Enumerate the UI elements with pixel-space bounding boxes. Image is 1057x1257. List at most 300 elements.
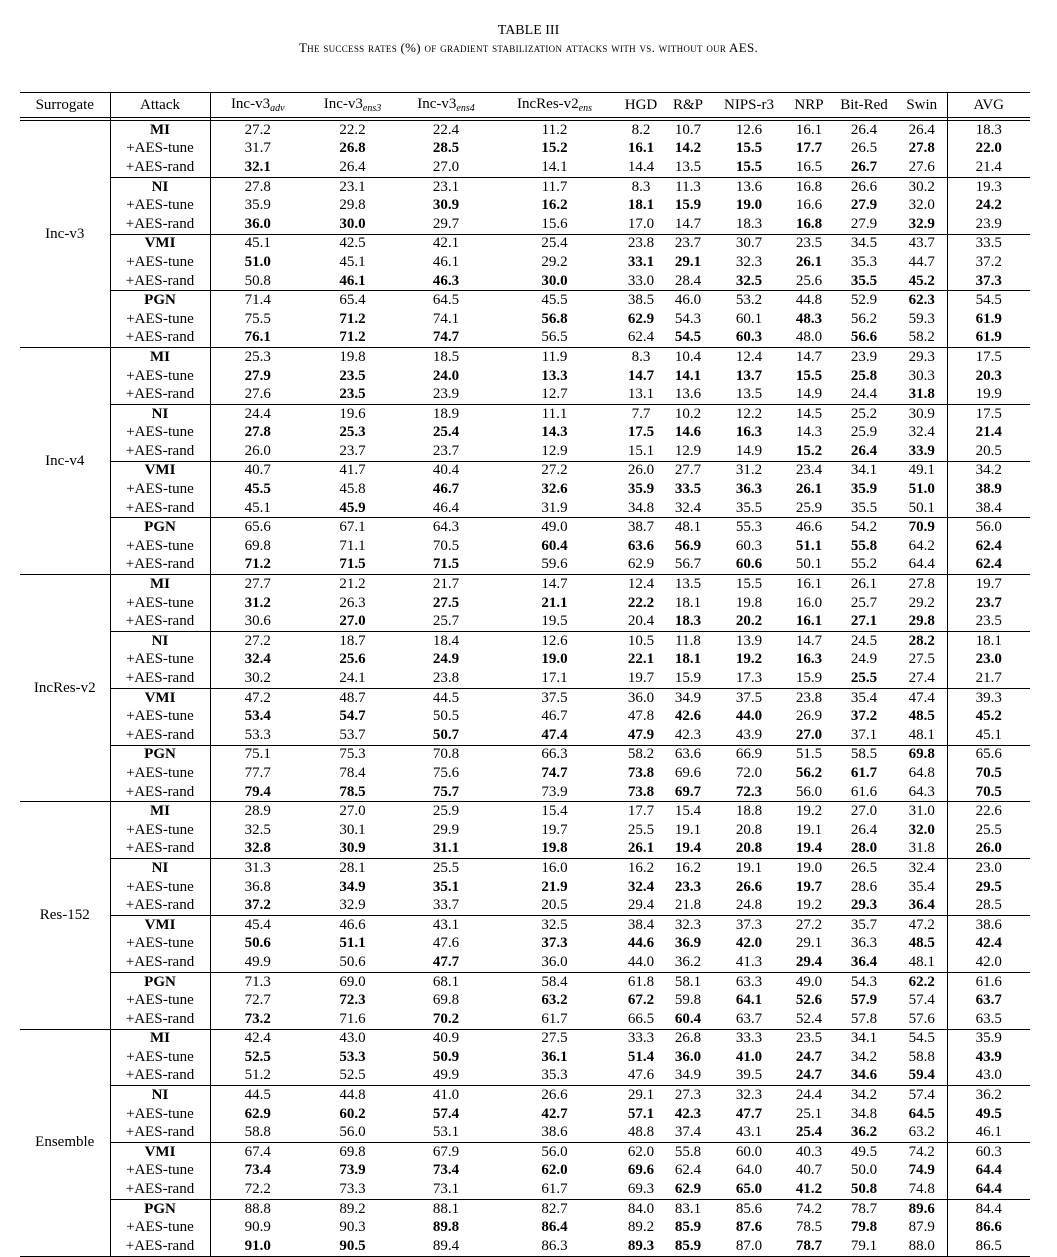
value-cell: 53.4 <box>210 707 305 726</box>
value-cell: 65.4 <box>305 291 400 310</box>
value-cell: 25.3 <box>339 424 366 441</box>
value-cell: 50.6 <box>339 953 366 970</box>
value-cell: 30.9 <box>432 197 460 214</box>
value-cell: 31.3 <box>210 859 305 878</box>
table-row <box>20 424 1030 443</box>
attack-cell: +AES-tune <box>110 140 210 159</box>
value-cell: 62.4 <box>627 329 655 346</box>
value-cell: 20.5 <box>947 442 1030 461</box>
column-header-label: R&P <box>672 97 703 113</box>
value-cell: 64.2 <box>908 537 935 554</box>
value-cell: 91.0 <box>210 1237 305 1256</box>
value-cell: 41.3 <box>735 953 763 970</box>
value-cell: 62.9 <box>627 310 655 327</box>
value-cell: 15.5 <box>735 158 763 175</box>
value-cell: 22.4 <box>432 121 460 138</box>
value-cell: 65.6 <box>210 518 305 537</box>
value-cell: 36.0 <box>541 953 568 970</box>
value-cell: 89.4 <box>400 1237 492 1256</box>
value-cell: 60.2 <box>339 1105 366 1122</box>
value-cell: 35.9 <box>627 481 655 498</box>
value-cell: 22.1 <box>627 651 655 668</box>
value-cell: 65.6 <box>947 745 1030 764</box>
value-cell: 44.0 <box>627 953 655 970</box>
value-cell: 21.8 <box>674 897 702 914</box>
column-header-label: NIPS-r3 <box>723 97 774 113</box>
value-cell: 39.3 <box>947 688 1030 707</box>
value-cell: 73.8 <box>627 764 655 781</box>
value-cell: 69.6 <box>674 764 702 781</box>
value-cell: 44.5 <box>210 1086 305 1105</box>
value-cell: 30.0 <box>541 272 568 289</box>
value-cell: 61.7 <box>541 1010 568 1027</box>
value-cell: 15.2 <box>541 140 568 157</box>
attack-cell: +AES-tune <box>110 991 210 1010</box>
value-cell: 38.6 <box>541 1124 568 1141</box>
attack-cell: NI <box>110 177 210 196</box>
value-cell: 18.1 <box>627 197 655 214</box>
value-cell: 61.9 <box>947 329 1030 348</box>
attack-cell: +AES-tune <box>110 935 210 954</box>
value-cell: 54.5 <box>947 291 1030 310</box>
value-cell: 75.6 <box>432 764 460 781</box>
attack-cell: MI <box>110 802 210 821</box>
value-cell: 48.1 <box>908 953 935 970</box>
value-cell: 55.8 <box>665 1143 711 1162</box>
value-cell: 32.4 <box>210 651 305 670</box>
value-cell: 50.5 <box>432 708 460 725</box>
table-row <box>20 404 1030 423</box>
value-cell: 26.1 <box>627 840 655 857</box>
value-cell: 31.9 <box>541 499 568 516</box>
value-cell: 12.4 <box>617 575 665 594</box>
value-cell: 28.2 <box>897 632 947 651</box>
value-cell: 16.2 <box>617 859 665 878</box>
value-cell: 30.6 <box>210 612 305 631</box>
value-cell: 44.8 <box>787 291 831 310</box>
table-row <box>20 1067 1030 1086</box>
value-cell: 47.4 <box>897 688 947 707</box>
value-cell: 58.8 <box>908 1048 935 1065</box>
value-cell: 25.3 <box>210 348 305 367</box>
value-cell: 13.7 <box>735 367 763 384</box>
value-cell: 64.4 <box>947 1180 1030 1199</box>
value-cell: 48.0 <box>795 329 823 346</box>
value-cell: 34.2 <box>831 1086 897 1105</box>
value-cell: 33.3 <box>617 1029 665 1048</box>
value-cell: 41.0 <box>400 1086 492 1105</box>
value-cell: 25.1 <box>795 1105 823 1122</box>
value-cell: 19.7 <box>947 575 1030 594</box>
value-cell: 14.1 <box>674 367 702 384</box>
column-header-subscript: adv <box>270 103 285 114</box>
value-cell: 63.2 <box>541 992 568 1009</box>
table-row <box>20 840 1030 859</box>
value-cell: 26.9 <box>795 708 823 725</box>
value-cell: 74.7 <box>432 329 460 346</box>
value-cell: 19.2 <box>735 651 763 668</box>
attack-cell: VMI <box>110 461 210 480</box>
value-cell: 44.6 <box>627 935 655 952</box>
value-cell: 27.0 <box>432 158 460 175</box>
table-row <box>20 1180 1030 1199</box>
value-cell: 21.9 <box>541 878 568 895</box>
column-header-subscript: ens <box>578 103 592 114</box>
value-cell: 84.4 <box>947 1199 1030 1218</box>
value-cell: 12.9 <box>541 442 568 459</box>
surrogate-cell: Res-152 <box>20 802 110 1029</box>
value-cell: 23.1 <box>400 177 492 196</box>
value-cell: 90.9 <box>210 1218 305 1237</box>
table-row <box>20 896 1030 915</box>
value-cell: 15.9 <box>674 197 702 214</box>
value-cell: 45.2 <box>947 707 1030 726</box>
value-cell: 72.0 <box>735 764 763 781</box>
value-cell: 25.9 <box>400 802 492 821</box>
table-row <box>20 140 1030 159</box>
value-cell: 73.4 <box>432 1162 460 1179</box>
value-cell: 33.3 <box>711 1029 787 1048</box>
value-cell: 29.8 <box>908 613 935 630</box>
value-cell: 74.9 <box>908 1162 935 1179</box>
value-cell: 41.7 <box>305 461 400 480</box>
value-cell: 89.2 <box>627 1219 655 1236</box>
value-cell: 31.8 <box>908 840 935 857</box>
value-cell: 28.4 <box>674 272 702 289</box>
column-header-label: Inc-v3 <box>417 96 457 112</box>
value-cell: 15.1 <box>627 442 655 459</box>
value-cell: 37.2 <box>210 896 305 915</box>
value-cell: 19.6 <box>305 404 400 423</box>
value-cell: 71.6 <box>339 1010 366 1027</box>
attack-cell: VMI <box>110 915 210 934</box>
surrogate-cell: Ensemble <box>20 1029 110 1256</box>
value-cell: 13.5 <box>735 386 763 403</box>
value-cell: 13.5 <box>674 158 702 175</box>
table-row <box>20 783 1030 802</box>
value-cell: 19.8 <box>735 594 763 611</box>
value-cell: 29.2 <box>908 594 935 611</box>
table-title: TABLE III <box>497 23 560 38</box>
value-cell: 77.7 <box>210 764 305 783</box>
value-cell: 8.2 <box>631 121 651 138</box>
value-cell: 47.2 <box>897 915 947 934</box>
value-cell: 40.4 <box>400 461 492 480</box>
value-cell: 43.9 <box>947 1048 1030 1067</box>
value-cell: 26.4 <box>908 121 935 138</box>
value-cell: 35.4 <box>831 688 897 707</box>
value-cell: 35.3 <box>850 253 878 270</box>
attack-cell: +AES-rand <box>110 1237 210 1256</box>
value-cell: 27.5 <box>432 594 460 611</box>
value-cell: 52.9 <box>831 291 897 310</box>
value-cell: 61.7 <box>850 764 878 781</box>
value-cell: 18.3 <box>674 613 702 630</box>
value-cell: 11.8 <box>665 632 711 651</box>
column-header <box>400 93 492 118</box>
value-cell: 49.9 <box>210 953 305 972</box>
value-cell: 64.4 <box>947 1162 1030 1181</box>
column-header <box>20 93 110 118</box>
value-cell: 75.5 <box>210 310 305 329</box>
value-cell: 38.5 <box>617 291 665 310</box>
value-cell: 37.4 <box>674 1124 702 1141</box>
value-cell: 67.2 <box>627 992 655 1009</box>
value-cell: 19.1 <box>674 821 702 838</box>
value-cell: 54.5 <box>897 1029 947 1048</box>
value-cell: 46.1 <box>947 1123 1030 1142</box>
value-cell: 36.9 <box>674 935 702 952</box>
attack-cell: VMI <box>110 234 210 253</box>
table-row <box>20 953 1030 972</box>
attack-cell: +AES-rand <box>110 669 210 688</box>
value-cell: 31.2 <box>711 461 787 480</box>
value-cell: 45.8 <box>339 481 366 498</box>
surrogate-cell: Inc-v3 <box>45 225 85 242</box>
value-cell: 35.9 <box>850 481 878 498</box>
table-row <box>20 1086 1030 1105</box>
value-cell: 89.8 <box>432 1219 460 1236</box>
value-cell: 25.5 <box>400 859 492 878</box>
value-cell: 37.2 <box>947 253 1030 272</box>
value-cell: 53.1 <box>432 1124 460 1141</box>
value-cell: 59.8 <box>674 992 702 1009</box>
value-cell: 56.7 <box>674 556 702 573</box>
attack-cell: +AES-rand <box>110 1123 210 1142</box>
value-cell: 20.8 <box>735 840 763 857</box>
value-cell: 32.0 <box>908 197 935 214</box>
table-row <box>20 442 1030 461</box>
attack-cell: +AES-rand <box>110 499 210 518</box>
value-cell: 32.4 <box>897 859 947 878</box>
column-header <box>787 93 831 118</box>
value-cell: 27.8 <box>908 140 935 157</box>
value-cell: 54.5 <box>674 329 702 346</box>
value-cell: 24.4 <box>210 404 305 423</box>
value-cell: 85.9 <box>674 1219 702 1236</box>
value-cell: 11.9 <box>492 348 617 367</box>
value-cell: 46.7 <box>541 708 568 725</box>
value-cell: 69.8 <box>432 992 460 1009</box>
value-cell: 67.4 <box>210 1143 305 1162</box>
value-cell: 18.8 <box>711 802 787 821</box>
value-cell: 30.9 <box>339 840 366 857</box>
value-cell: 49.9 <box>432 1067 460 1084</box>
attack-cell: +AES-tune <box>110 764 210 783</box>
attack-cell: NI <box>110 632 210 651</box>
value-cell: 10.2 <box>665 404 711 423</box>
value-cell: 88.1 <box>400 1199 492 1218</box>
value-cell: 35.9 <box>947 1029 1030 1048</box>
value-cell: 20.3 <box>947 367 1030 386</box>
value-cell: 27.7 <box>210 575 305 594</box>
value-cell: 17.5 <box>947 404 1030 423</box>
value-cell: 73.9 <box>339 1162 366 1179</box>
value-cell: 48.1 <box>665 518 711 537</box>
value-cell: 63.3 <box>711 972 787 991</box>
attack-cell: PGN <box>110 745 210 764</box>
value-cell: 14.6 <box>674 424 702 441</box>
value-cell: 30.2 <box>897 177 947 196</box>
column-header-label: Surrogate <box>35 97 94 113</box>
value-cell: 61.6 <box>947 972 1030 991</box>
value-cell: 26.4 <box>850 121 878 138</box>
value-cell: 25.9 <box>795 499 823 516</box>
value-cell: 73.4 <box>210 1162 305 1181</box>
value-cell: 51.5 <box>787 745 831 764</box>
value-cell: 32.3 <box>735 253 763 270</box>
value-cell: 36.4 <box>908 897 935 914</box>
column-header <box>492 93 617 118</box>
value-cell: 56.0 <box>492 1143 617 1162</box>
value-cell: 35.5 <box>850 499 878 516</box>
value-cell: 52.5 <box>210 1048 305 1067</box>
value-cell: 32.4 <box>674 499 702 516</box>
column-header <box>617 93 665 118</box>
attack-cell: +AES-tune <box>110 821 210 840</box>
value-cell: 25.7 <box>850 594 878 611</box>
value-cell: 56.0 <box>339 1124 366 1141</box>
attack-cell: +AES-tune <box>110 196 210 215</box>
value-cell: 46.1 <box>432 253 460 270</box>
value-cell: 34.1 <box>831 461 897 480</box>
value-cell: 34.8 <box>850 1105 878 1122</box>
value-cell: 36.0 <box>617 688 665 707</box>
value-cell: 30.1 <box>339 821 366 838</box>
column-header-label: Swin <box>906 97 938 113</box>
value-cell: 13.5 <box>665 575 711 594</box>
value-cell: 11.3 <box>665 177 711 196</box>
value-cell: 15.9 <box>795 670 823 687</box>
value-cell: 43.0 <box>305 1029 400 1048</box>
value-cell: 21.4 <box>947 158 1030 177</box>
value-cell: 57.9 <box>850 992 878 1009</box>
value-cell: 59.6 <box>541 556 568 573</box>
value-cell: 18.1 <box>674 594 702 611</box>
value-cell: 76.1 <box>210 329 305 348</box>
attack-cell: +AES-rand <box>110 1067 210 1086</box>
value-cell: 35.1 <box>432 878 460 895</box>
table-row <box>20 367 1030 386</box>
value-cell: 17.5 <box>947 348 1030 367</box>
value-cell: 51.1 <box>795 537 823 554</box>
value-cell: 26.1 <box>831 575 897 594</box>
table-row <box>20 972 1030 991</box>
value-cell: 71.3 <box>210 972 305 991</box>
value-cell: 53.7 <box>339 726 366 743</box>
column-header-label: Inc-v3 <box>230 96 271 112</box>
value-cell: 17.3 <box>735 670 763 687</box>
value-cell: 40.9 <box>400 1029 492 1048</box>
value-cell: 19.0 <box>787 859 831 878</box>
value-cell: 69.8 <box>897 745 947 764</box>
value-cell: 66.3 <box>492 745 617 764</box>
value-cell: 29.3 <box>850 897 878 914</box>
value-cell: 47.6 <box>432 935 460 952</box>
value-cell: 29.9 <box>432 821 460 838</box>
value-cell: 19.8 <box>541 840 568 857</box>
value-cell: 24.8 <box>735 897 763 914</box>
value-cell: 56.5 <box>541 329 568 346</box>
value-cell: 69.8 <box>305 1143 400 1162</box>
column-header <box>711 93 787 118</box>
table-row <box>20 1029 1030 1048</box>
value-cell: 35.5 <box>850 272 878 289</box>
value-cell: 37.5 <box>492 688 617 707</box>
value-cell: 49.0 <box>492 518 617 537</box>
attack-cell: VMI <box>110 1143 210 1162</box>
value-cell: 26.4 <box>850 442 878 459</box>
value-cell: 11.1 <box>492 404 617 423</box>
value-cell: 89.6 <box>897 1199 947 1218</box>
value-cell: 24.7 <box>795 1048 823 1065</box>
value-cell: 62.9 <box>210 1105 305 1124</box>
value-cell: 47.7 <box>735 1105 763 1122</box>
value-cell: 29.5 <box>947 878 1030 897</box>
attack-cell: PGN <box>110 1199 210 1218</box>
value-cell: 12.2 <box>711 404 787 423</box>
value-cell: 26.5 <box>831 859 897 878</box>
value-cell: 26.0 <box>947 840 1030 859</box>
value-cell: 18.1 <box>947 632 1030 651</box>
value-cell: 60.1 <box>735 310 763 327</box>
value-cell: 28.9 <box>210 802 305 821</box>
value-cell: 42.3 <box>674 1105 702 1122</box>
value-cell: 26.3 <box>339 594 366 611</box>
value-cell: 17.7 <box>795 140 823 157</box>
table-row <box>20 310 1030 329</box>
value-cell: 87.9 <box>908 1219 935 1236</box>
value-cell: 48.7 <box>305 688 400 707</box>
value-cell: 42.4 <box>947 935 1030 954</box>
value-cell: 63.7 <box>735 1010 763 1027</box>
value-cell: 42.5 <box>305 234 400 253</box>
table-row <box>20 1218 1030 1237</box>
value-cell: 38.6 <box>947 915 1030 934</box>
value-cell: 27.0 <box>339 613 366 630</box>
value-cell: 45.4 <box>210 915 305 934</box>
value-cell: 71.2 <box>210 556 305 575</box>
value-cell: 36.0 <box>210 215 305 234</box>
value-cell: 89.2 <box>305 1199 400 1218</box>
value-cell: 18.7 <box>305 632 400 651</box>
value-cell: 61.7 <box>541 1181 568 1198</box>
value-cell: 62.3 <box>897 291 947 310</box>
value-cell: 87.6 <box>735 1219 763 1236</box>
value-cell: 27.9 <box>850 215 878 232</box>
attack-cell: +AES-tune <box>110 1218 210 1237</box>
value-cell: 17.7 <box>617 802 665 821</box>
value-cell: 43.1 <box>400 915 492 934</box>
value-cell: 39.5 <box>735 1067 763 1084</box>
value-cell: 23.7 <box>339 442 366 459</box>
value-cell: 58.2 <box>617 745 665 764</box>
value-cell: 38.7 <box>617 518 665 537</box>
value-cell: 14.7 <box>674 215 702 232</box>
value-cell: 8.3 <box>617 348 665 367</box>
value-cell: 46.7 <box>432 481 460 498</box>
value-cell: 74.8 <box>908 1181 935 1198</box>
value-cell: 43.9 <box>735 726 763 743</box>
column-header-label: Attack <box>140 97 180 113</box>
value-cell: 34.2 <box>850 1048 878 1065</box>
value-cell: 66.9 <box>711 745 787 764</box>
value-cell: 46.1 <box>339 272 366 289</box>
value-cell: 75.7 <box>432 783 460 800</box>
value-cell: 73.2 <box>210 1010 305 1029</box>
attack-cell: NI <box>110 859 210 878</box>
value-cell: 42.1 <box>400 234 492 253</box>
